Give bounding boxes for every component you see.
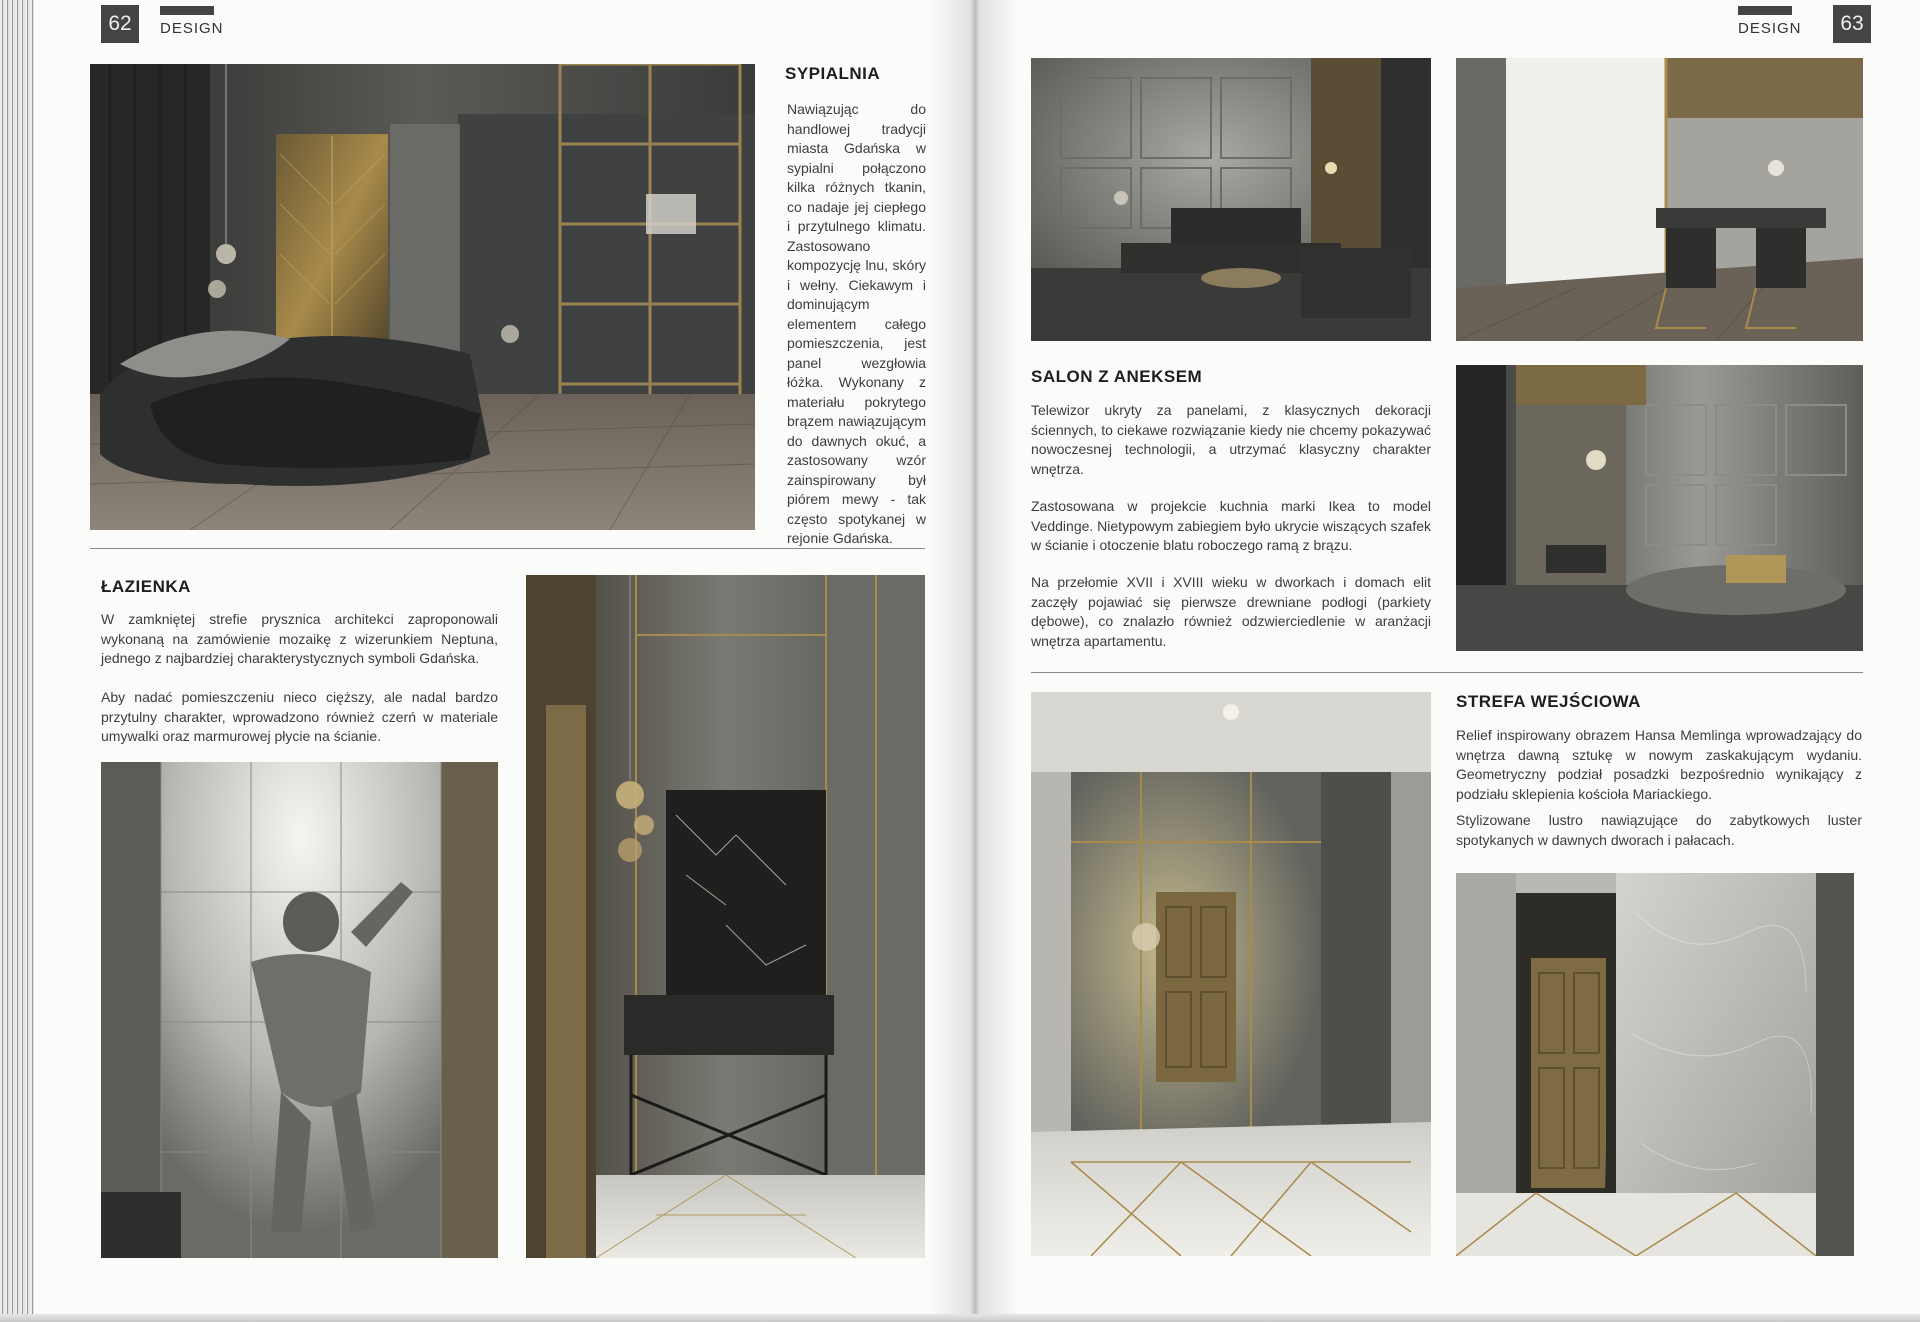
section-label xyxy=(1738,6,1802,37)
section-label xyxy=(160,6,224,37)
text-strefa-1: Relief inspirowany obrazem Hansa Memlinga wprowadzający do wnętrza dawną sztukę w nowym zaskakującym wydaniu. Geometryczny podział posadzki bezpośrednio wynikający z podziału sklepienia kościoła Mariackiego. xyxy=(1456,727,1862,802)
page-bottom-edge xyxy=(0,1314,1920,1322)
heading-strefa: STREFA WEJŚCIOWA xyxy=(1456,692,1641,711)
divider-right xyxy=(1031,672,1863,673)
text-salon-3: Na przełomie XVII i XVIII wieku w dworkach i domach elit zaczęły pojawiać się pierwsze drewniane podłogi (parkiety dębowe), co znalazło również odzwierciedlenie w aranżacji wnętrza apartamentu. xyxy=(1031,574,1431,649)
text-lazienka-1: W zamkniętej strefie prysznica architekci zaproponowali wykonaną na zamówienie mozaikę z wizerunkiem Neptuna, jednego z najbardziej charakterystycznych symboli Gdańska. xyxy=(101,611,498,666)
text-salon-1: Telewizor ukryty za panelami, z klasycznych dekoracji ściennych, to ciekawe rozwiązanie kiedy nie chcemy pokazywać nowoczesnej technologii, a utrzymać klasyczny charakter wnętrza. xyxy=(1031,402,1431,477)
shower-neptune-image xyxy=(101,762,498,1258)
entrance-door-image xyxy=(1456,873,1854,1256)
living-room-mirror-image xyxy=(1456,365,1863,651)
page-stack-edge xyxy=(0,0,34,1322)
text-sypialnia: Nawiązując do handlowej tradycji miasta Gdańska w sypialni połączono kilka różnych tkanin, co nadaje jej ciepłego i przytulnego klimatu. Zastosowano kompozycję lnu, skóry i wełny. Ciekawym i dominującym elementem całego pomieszczenia, jest panel wezgłowia łóżka. Wykonany z materiału pokrytego brązem nawiązującym do dawnych okuć, a zastosowany wzór zainspirowany był piórem mewy - tak często spotykanej w rejonie Gdańska. xyxy=(787,101,926,546)
entrance-mirror-image xyxy=(1031,692,1431,1256)
section-bar xyxy=(160,6,214,15)
right-page xyxy=(975,0,1920,1322)
bedroom-image xyxy=(90,64,755,530)
kitchen-image xyxy=(1456,58,1863,341)
text-lazienka-2: Aby nadać pomieszczeniu nieco cięższy, ale nadal bardzo przytulny charakter, wprowadzono również czerń w materiale umywalki oraz marmurowej płycie na ścianie. xyxy=(101,689,498,744)
heading-salon: SALON Z ANEKSEM xyxy=(1031,367,1203,386)
text-strefa-2: Stylizowane lustro nawiązujące do zabytkowych luster spotykanych w dawnych dworach i pałacach. xyxy=(1456,812,1862,848)
page-number: 63 xyxy=(1833,5,1871,43)
section-bar xyxy=(1738,6,1792,15)
section-label-text: DESIGN xyxy=(160,20,224,37)
heading-sypialnia: SYPIALNIA xyxy=(785,64,881,83)
bathroom-sink-image xyxy=(526,575,925,1258)
page-number: 62 xyxy=(101,5,139,43)
divider-left xyxy=(90,548,925,549)
text-salon-2: Zastosowana w projekcie kuchnia marki Ikea to model Veddinge. Nietypowym zabiegiem było ukrycie wiszących szafek w ścianie i otoczenie blatu roboczego ramą z brązu. xyxy=(1031,498,1431,553)
living-room-image xyxy=(1031,58,1431,341)
section-label-text: DESIGN xyxy=(1738,20,1802,37)
heading-lazienka: ŁAZIENKA xyxy=(101,577,191,596)
